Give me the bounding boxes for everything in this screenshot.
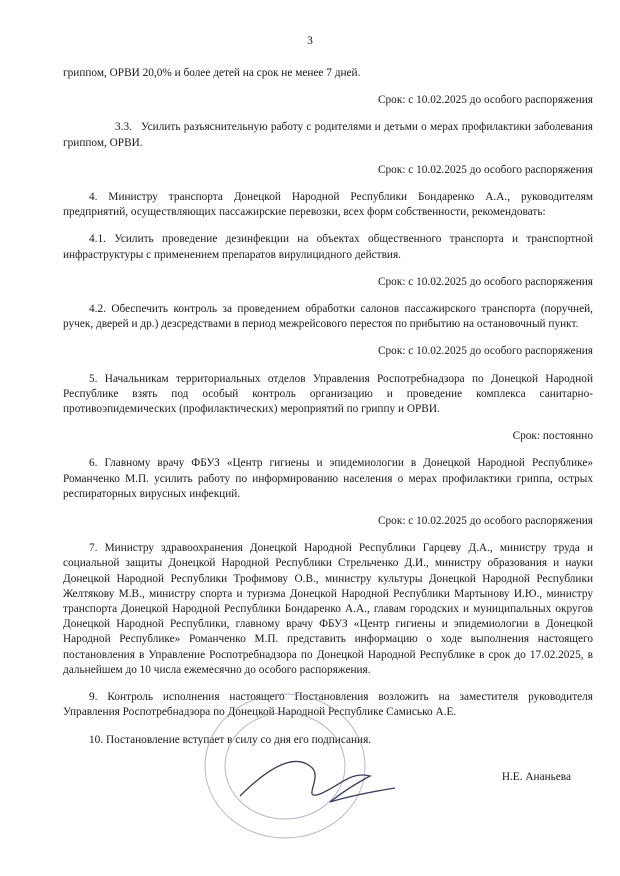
deadline-4: Срок: с 10.02.2025 до особого распоряжения — [378, 345, 593, 358]
item-5: 5. Начальникам территориальных отделов Управления Роспотребнадзора по Донецкой Народной Республике взять под особый контроль организацию и проведение комплекса санитарно-противоэпидемических (профилактических) мероприятий по гриппу и ОРВИ. — [63, 372, 593, 416]
item-6: 6. Главному врачу ФБУЗ «Центр гигиены и эпидемиологии в Донецкой Народной Республике» Романченко М.П. усилить работу по информированию населения о мерах профилактики гриппа, острых респираторных вирусных инфекций. — [63, 457, 593, 500]
document-body — [63, 66, 593, 788]
item-9: 9. Контроль исполнения настоящего Постановления возложить на заместителя руководителя Управления Роспотребнадзора по Донецкой Народной Республике Самисько А.Е. — [63, 691, 593, 719]
signer-name: Н.Е. Ананьева — [501, 770, 571, 783]
deadline-5: Срок: постоянно — [512, 430, 593, 443]
deadline-6: Срок: с 10.02.2025 до особого распоряжения — [378, 515, 593, 528]
item-3-3-text: Усилить разъяснительную работу с родителями и детьми о мерах профилактики заболевания гриппом, ОРВИ. — [63, 121, 593, 149]
item-4-1: 4.1. Усилить проведение дезинфекции на объектах общественного транспорта и транспортной инфраструктуры с применением препаратов вирулицидного действия. — [63, 233, 593, 261]
item-4: 4. Министру транспорта Донецкой Народной Республики Бондаренко А.А., руководителям предприятий, осуществляющих пассажирские перевозки, всех форм собственности, рекомендовать: — [63, 191, 593, 219]
item-4-2: 4.2. Обеспечить контроль за проведением обработки салонов пассажирского транспорта (поручней, ручек, дверей и др.) дезсредствами в период межрейсового перестоя по прибытию на остановочный пункт. — [63, 303, 593, 331]
deadline-2: Срок: с 10.02.2025 до особого распоряжения — [378, 163, 593, 176]
item-3-3 — [63, 120, 593, 150]
item-3-3-number: 3.3. — [115, 121, 132, 134]
page-number: 3 — [307, 35, 313, 47]
deadline-1: Срок: с 10.02.2025 до особого распоряжения — [378, 94, 593, 107]
item-7: 7. Министру здравоохранения Донецкой Народной Республики Гарцеву Д.А., министру труда и социальной защиты Донецкой Народной Республики Стрельченко Д.И., министру образования и науки Донецкой Народной Республики Трофимову О.В., министру культуры Донецкой Народной Республики Желтякову М.В., министру спорта и туризма Донецкой Народной Республики Мартынову И.Ю., министру транспорта Донецкой Народной Республики Бондаренко А.А., главам городских и муниципальных округов Донецкой Народной Республики, главному врачу ФБУЗ «Центр гигиены и эпидемиологии в Донецкой Народной Республике» Романченко М.П. представить информацию о ходе выполнения настоящего постановления в Управление Роспотребнадзора по Донецкой Народной Республике в срок до 17.02.2025, в дальнейшем до 10 числа ежемесячно до особого распоряжения. — [63, 542, 593, 676]
deadline-3: Срок: с 10.02.2025 до особого распоряжения — [378, 275, 593, 288]
signature-block — [63, 748, 593, 788]
signature-tail — [330, 788, 395, 802]
item-10: 10. Постановление вступает в силу со дня его подписания. — [89, 733, 372, 746]
continuation-text: гриппом, ОРВИ 20,0% и более детей на срок не менее 7 дней. — [63, 67, 361, 79]
